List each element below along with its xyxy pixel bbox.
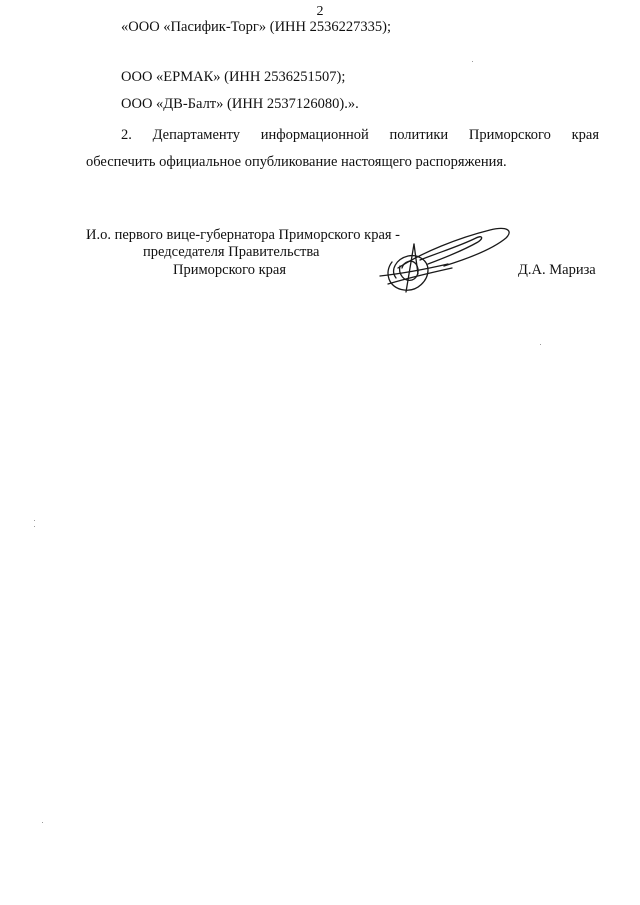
paragraph-line-1: 2. Департаменту информационной политики Приморского края bbox=[121, 127, 599, 143]
scan-speck bbox=[472, 61, 473, 62]
list-item-dv-balt: ООО «ДВ-Балт» (ИНН 2537126080).». bbox=[121, 96, 359, 112]
signature-icon bbox=[378, 222, 520, 298]
signatory-name: Д.А. Мариза bbox=[518, 262, 596, 278]
list-item-pacific-torg: «ООО «Пасифик-Торг» (ИНН 2536227335); bbox=[121, 19, 391, 35]
signatory-title-line-1: И.о. первого вице-губернатора Приморского края - bbox=[86, 227, 401, 243]
page-number: 2 bbox=[316, 4, 324, 19]
paragraph-line-2: обеспечить официальное опубликование настоящего распоряжения. bbox=[86, 154, 507, 170]
scan-speck bbox=[42, 822, 43, 823]
list-item-ermak: ООО «ЕРМАК» (ИНН 2536251507); bbox=[121, 69, 346, 85]
scan-speck bbox=[34, 520, 35, 521]
scan-speck bbox=[34, 526, 35, 527]
paragraph-publication-order bbox=[86, 122, 599, 176]
signatory-title-line-2: председателя Правительства bbox=[143, 244, 320, 260]
signatory-title-line-3: Приморского края bbox=[173, 262, 287, 278]
scan-speck bbox=[540, 344, 541, 345]
